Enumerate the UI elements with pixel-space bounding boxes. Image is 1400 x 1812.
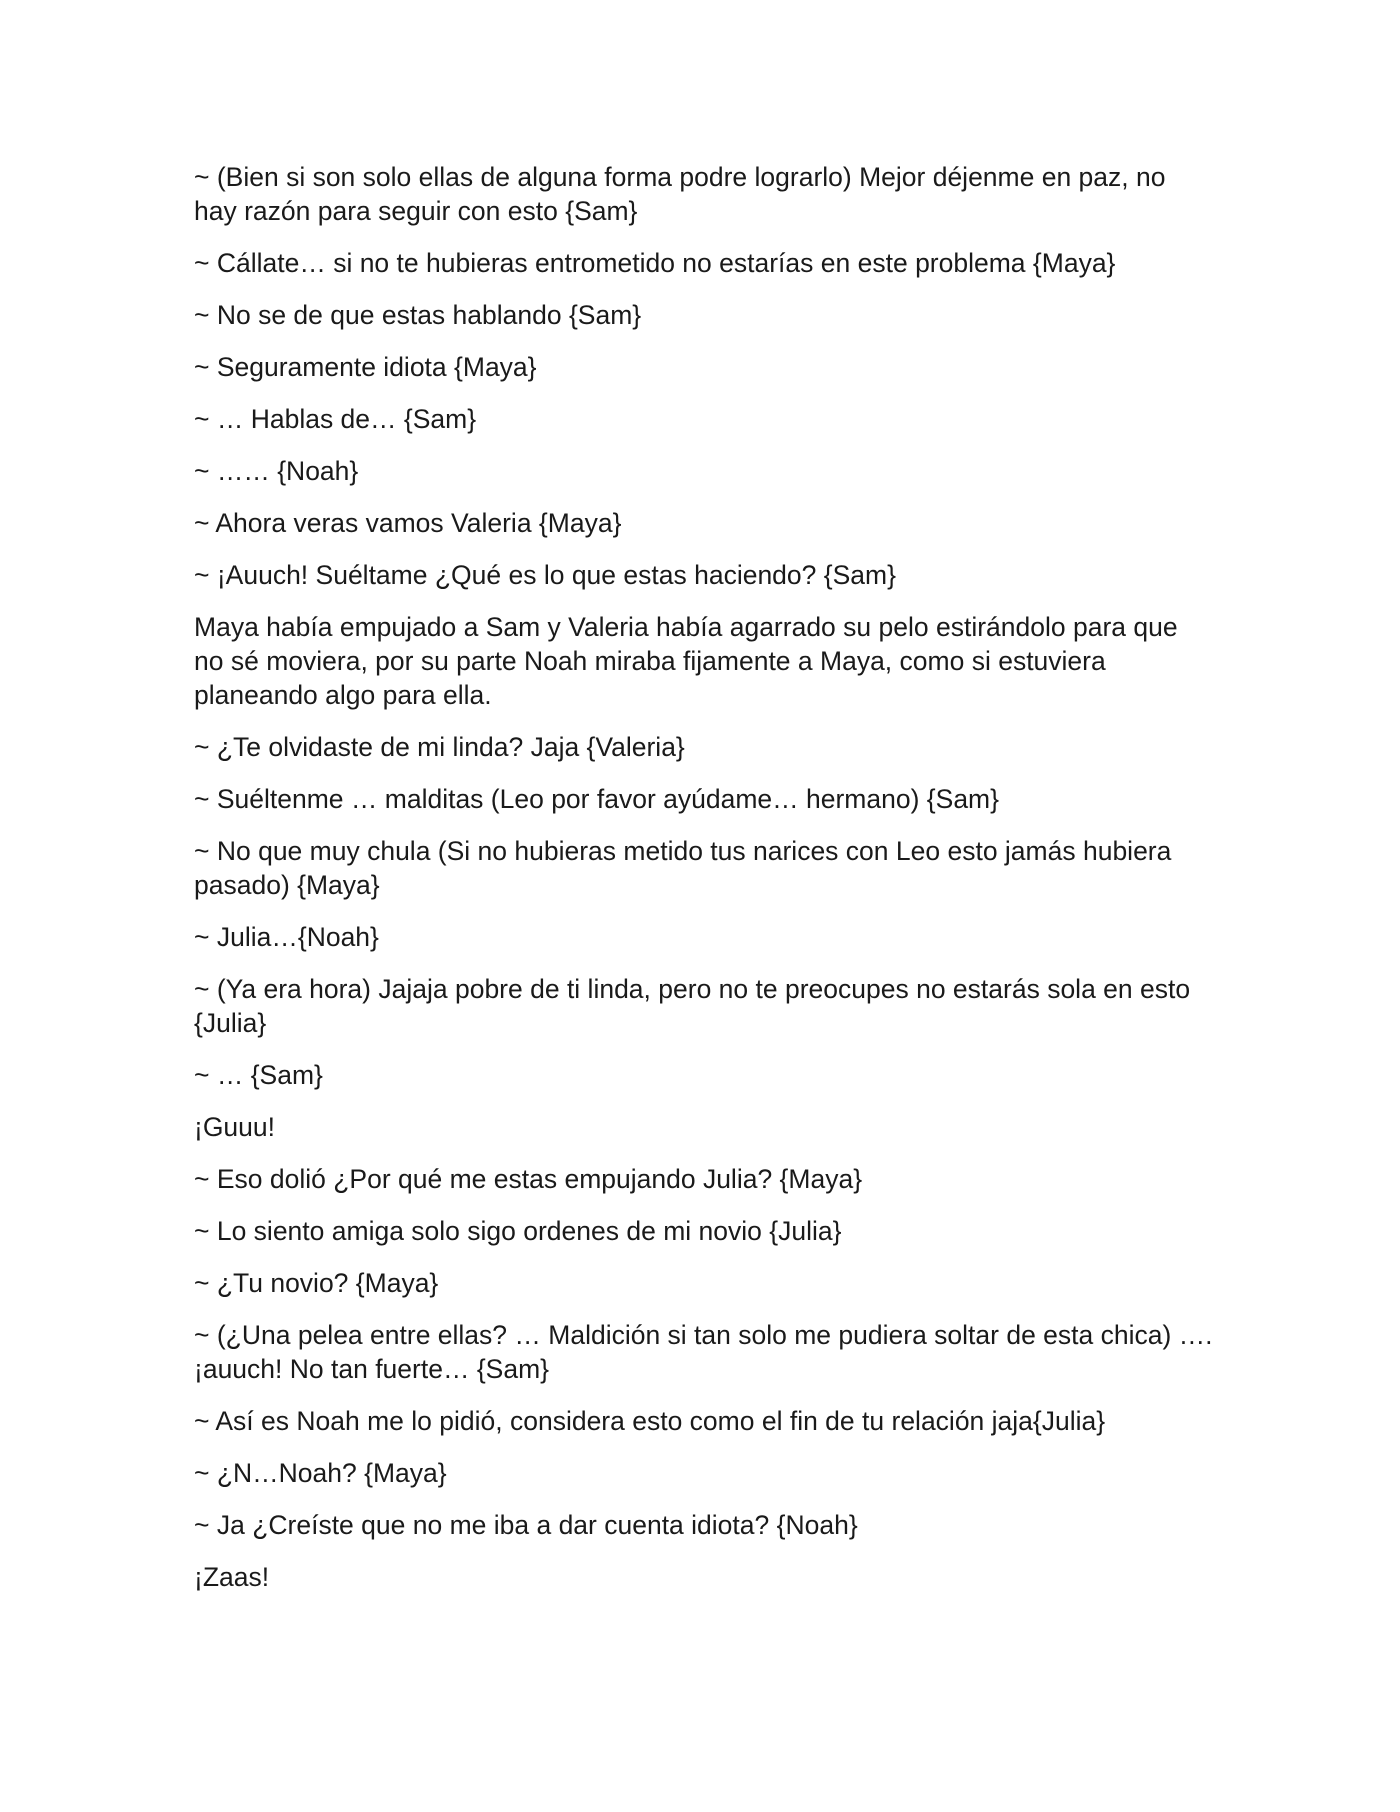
paragraph: ~ …… {Noah} xyxy=(194,456,359,486)
paragraph: ~ Ahora veras vamos Valeria {Maya} xyxy=(194,508,622,538)
paragraph: ~ Ja ¿Creíste que no me iba a dar cuenta idiota? {Noah} xyxy=(194,1510,858,1540)
sound-effect: ¡Guuu! xyxy=(194,1112,276,1142)
paragraph: ~ ¿Tu novio? {Maya} xyxy=(194,1268,439,1298)
paragraph: ~ Seguramente idiota {Maya} xyxy=(194,352,537,382)
paragraph: ~ No se de que estas hablando {Sam} xyxy=(194,300,642,330)
paragraph: ~ Cállate… si no te hubieras entrometido no estarías en este problema {Maya} xyxy=(194,248,1116,278)
paragraph: ~ ¿N…Noah? {Maya} xyxy=(194,1458,447,1488)
paragraph: ~ … Hablas de… {Sam} xyxy=(194,404,477,434)
narrative-paragraph: Maya había empujado a Sam y Valeria había agarrado su pelo estirándolo para que no sé moviera, por su parte Noah miraba fijamente a Maya, como si estuviera planeando algo para ella. xyxy=(194,612,1178,710)
document-body xyxy=(194,160,1214,1612)
paragraph: ~ ¿Te olvidaste de mi linda? Jaja {Valeria} xyxy=(194,732,685,762)
paragraph: ~ (¿Una pelea entre ellas? … Maldición si tan solo me pudiera soltar de esta chica) …. ¡auuch! No tan fuerte… {Sam} xyxy=(194,1320,1213,1384)
paragraph: ~ Así es Noah me lo pidió, considera esto como el fin de tu relación jaja{Julia} xyxy=(194,1406,1106,1436)
paragraph: ~ Lo siento amiga solo sigo ordenes de mi novio {Julia} xyxy=(194,1216,842,1246)
paragraph: ~ Suéltenme … malditas (Leo por favor ayúdame… hermano) {Sam} xyxy=(194,784,999,814)
paragraph: ~ … {Sam} xyxy=(194,1060,323,1090)
paragraph: ~ (Ya era hora) Jajaja pobre de ti linda, pero no te preocupes no estarás sola en esto {Julia} xyxy=(194,974,1191,1038)
sound-effect: ¡Zaas! xyxy=(194,1562,270,1592)
paragraph: ~ (Bien si son solo ellas de alguna forma podre lograrlo) Mejor déjenme en paz, no hay razón para seguir con esto {Sam} xyxy=(194,162,1166,226)
paragraph: ~ Eso dolió ¿Por qué me estas empujando Julia? {Maya} xyxy=(194,1164,863,1194)
paragraph: ~ No que muy chula (Si no hubieras metido tus narices con Leo esto jamás hubiera pasado) {Maya} xyxy=(194,836,1172,900)
paragraph: ~ Julia…{Noah} xyxy=(194,922,379,952)
paragraph: ~ ¡Auuch! Suéltame ¿Qué es lo que estas haciendo? {Sam} xyxy=(194,560,896,590)
